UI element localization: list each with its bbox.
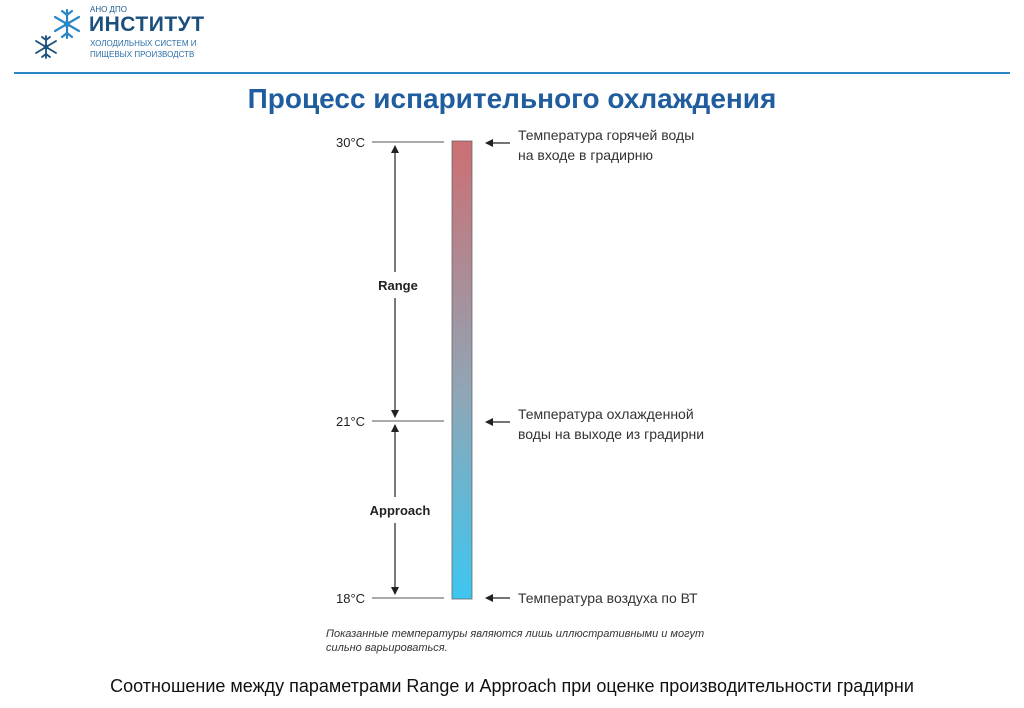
cold-description-line1: Температура охлажденной bbox=[518, 406, 694, 422]
page-title: Процесс испарительного охлаждения bbox=[247, 83, 777, 114]
temp-label-wetbulb: 18°C bbox=[336, 591, 366, 606]
note-line1: Показанные температуры являются лишь иллюстративными и могут bbox=[326, 628, 705, 640]
wetbulb-description: Температура воздуха по ВТ bbox=[518, 590, 698, 606]
cold-description-line2: воды на выходе из градирни bbox=[518, 426, 705, 442]
hot-description-line2: на входе в градирню bbox=[518, 147, 654, 163]
logo-subtitle-line2: ПИЩЕВЫХ ПРОИЗВОДСТВ bbox=[90, 50, 195, 59]
range-label: Range bbox=[378, 278, 418, 293]
temp-label-cold: 21°C bbox=[336, 414, 366, 429]
slide-caption: Соотношение между параметрами Range и Approach при оценке производительности градирни bbox=[110, 676, 914, 696]
logo-org-prefix: АНО ДПО bbox=[90, 5, 127, 14]
logo-name: ИНСТИТУТ bbox=[89, 13, 205, 36]
hot-description-line1: Температура горячей воды bbox=[518, 127, 695, 143]
logo-subtitle-line1: ХОЛОДИЛЬНЫХ СИСТЕМ И bbox=[90, 39, 197, 48]
note-line2: сильно варьироваться. bbox=[326, 642, 448, 654]
temp-label-hot: 30°C bbox=[336, 135, 366, 150]
approach-label: Approach bbox=[369, 503, 431, 518]
temperature-bar bbox=[452, 141, 472, 599]
